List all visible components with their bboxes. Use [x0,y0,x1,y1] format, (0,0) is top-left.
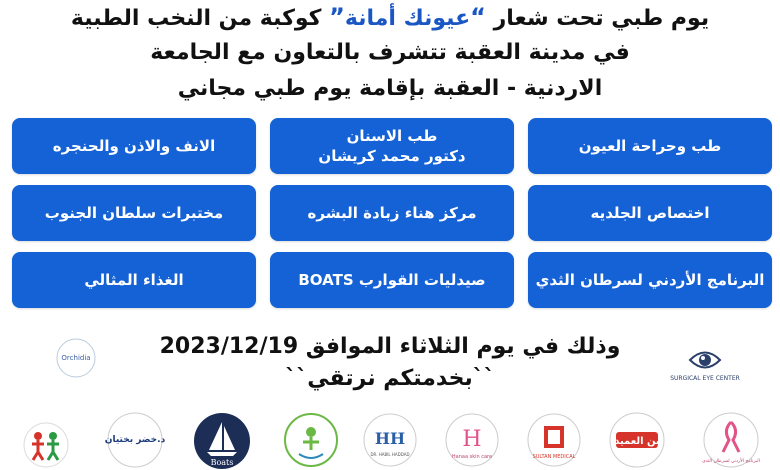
bin-alameed-logo [606,410,668,468]
headline-line-2: في مدينة العقبة تتشرف بالتعاون مع الجامعة [150,40,630,65]
sultan-icon [526,412,582,468]
ideal-nutrition-logo [282,408,340,468]
hanaa-logo-text: Hanaa skin care [451,454,493,460]
service-label: صيدليات القوارب BOATS [298,271,486,289]
tagline: ``بخدمتكم نرتقي`` [285,366,495,391]
orchidia-logo [50,338,102,378]
boats-logo [192,410,252,470]
nutrition-icon [283,412,339,468]
service-card [270,185,514,241]
pink-ribbon-icon [693,412,769,468]
bin-alameed-icon [608,412,666,468]
service-label: اختصاص الجلديه [590,204,710,222]
service-sublabel: دكتور محمد كريشان [318,147,466,165]
khader-logo-text: د.خضر بختيان [105,435,165,445]
service-card [528,118,772,174]
habil-logo-text: DR. HABIL HADDAD [370,452,410,457]
service-label: طب وحراحة العيون [578,137,722,155]
sultan-logo-text: SULTAN MEDICAL [532,454,576,460]
headline-line-3: الاردنية - العقبة بإقامة يوم طبي مجاني [177,76,603,101]
quote-close: ” [329,3,345,31]
khader-logo-icon [105,412,165,468]
eye-icon [688,345,722,375]
service-card [270,252,514,308]
hanaa-icon [444,412,500,468]
event-date: وذلك في يوم الثلاثاء الموافق 2023/12/19 [159,334,621,359]
service-label: البرنامج الأردني لسرطان الثدي [535,271,765,289]
orchidia-logo-icon [56,338,96,378]
svg-text:HH: HH [374,429,406,448]
sultan-medical-logo [524,410,584,468]
service-card [12,118,256,174]
orchidia-logo-text: Orchidia [61,354,91,362]
services-grid [12,118,772,308]
headline-line-1 [0,4,780,32]
service-label: مختبرات سلطان الجنوب [44,204,224,222]
surgical-eye-text: SURGICAL EYE CENTER [670,375,740,382]
service-card [270,118,514,174]
breast-cancer-program-logo [692,410,770,468]
khader-bakhtian-logo [100,410,170,468]
stick-figures-logo [20,412,72,468]
headline-text-a: يوم طبي تحت شعار [493,6,710,31]
boats-logo-text: Boats [210,458,234,467]
surgical-eye-center-logo [672,336,738,382]
service-label: الغذاء المثالي [84,271,184,289]
breast-cancer-text: البرنامج الأردني لسرطان الثدي [702,459,760,464]
quote-open: “ [470,3,486,31]
service-card [528,185,772,241]
service-card [12,185,256,241]
hh-icon [362,412,418,468]
service-label: الانف والاذن والحنجره [52,137,216,155]
hanaa-skin-care-logo [442,410,502,468]
service-card [12,252,256,308]
people-icon [23,422,69,468]
service-card [528,252,772,308]
svg-text:H: H [462,427,482,452]
habil-haddad-logo [360,410,420,468]
service-label: طب الاسنان [346,127,438,145]
slogan-accent: عيونك أمانة [344,6,471,31]
sailboat-icon [193,412,251,470]
headline-text-b: كوكبة من النخب الطبية [70,6,322,31]
bin-alameed-text: بن العميد [614,436,660,447]
service-label: مركز هناء زبادة البشره [307,204,477,222]
